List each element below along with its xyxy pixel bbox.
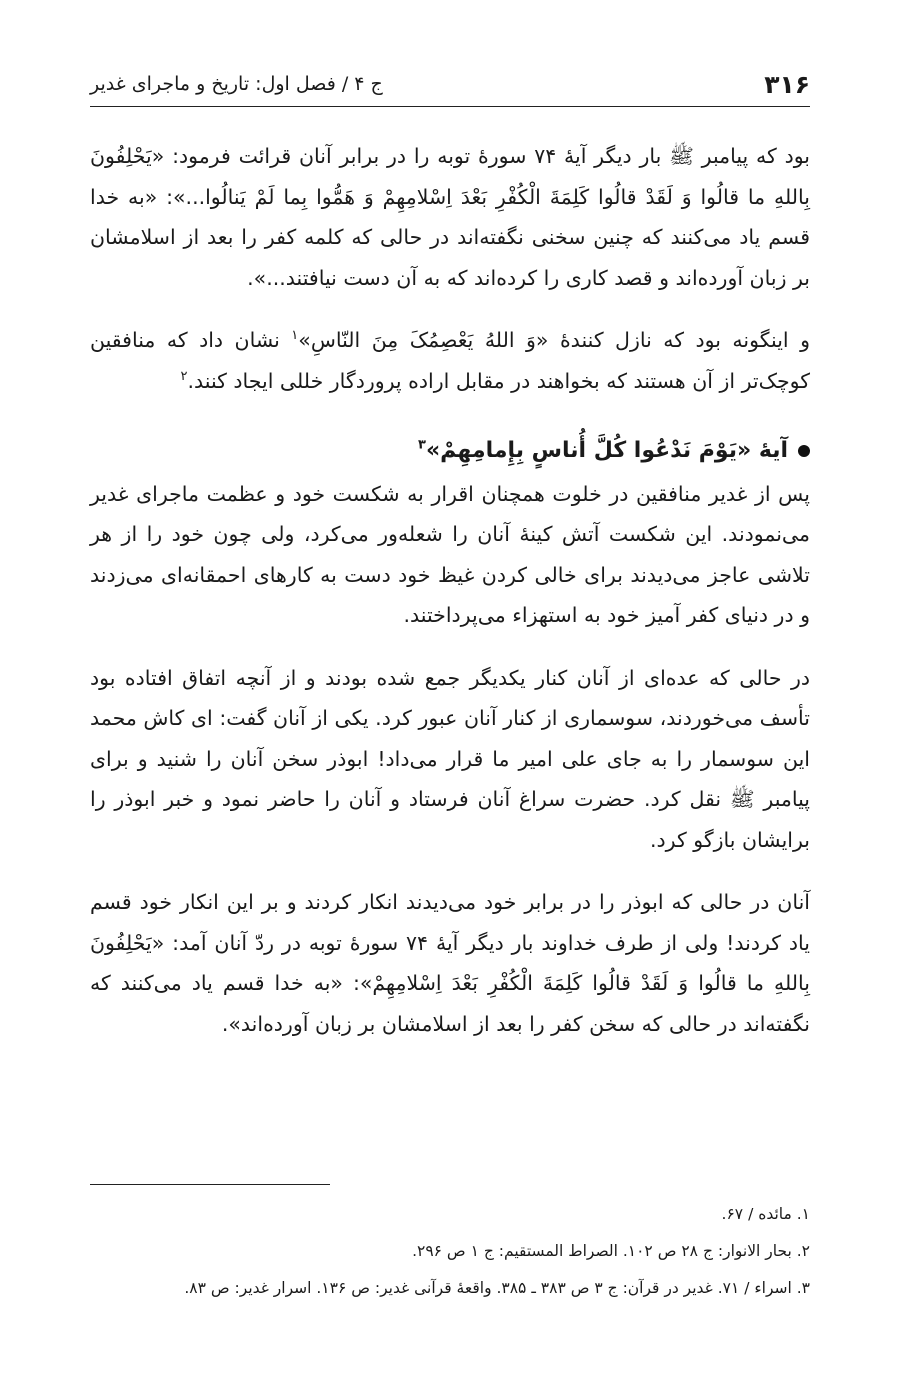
paragraph-5: آنان در حالی که ابوذر را در برابر خود می‌دیدند انکار کردند و بر این انکار خود قسم یاد کردند! ولی از طرف خداوند بار دیگر آیهٔ ۷۴ سورهٔ توبه در ردّ آنان آمد: «یَحْلِفُونَ بِاللهِ ما قالُوا وَ لَقَدْ قالُوا کَلِمَةَ الْکُفْرِ بَعْدَ اِسْلامِهِمْ»: «به خدا قسم یاد می‌کنند که نگفته‌اند در حالی که سخن کفر را بعد از اسلامشان بر زبان آورده‌اند». bbox=[90, 890, 810, 1036]
section-heading-text: آیهٔ «یَوْمَ نَدْعُوا کُلَّ أُناسٍ بِإِمامِهِمْ» bbox=[425, 438, 788, 463]
footnote-2: ۲. بحار الانوار: ج ۲۸ ص ۱۰۲. الصراط المستقیم: ج ۱ ص ۲۹۶. bbox=[412, 1242, 810, 1260]
paragraph-3: پس از غدیر منافقین در خلوت همچنان اقرار به شکست خود و عظمت ماجرای غدیر می‌نمودند. این شکست آتش کینهٔ آنان را شعله‌ور می‌کرد، ولی چون خود را از هر تلاشی عاجز می‌دیدند برای خالی کردن غیظ خود دست به کارهای احمقانه‌ای می‌زدند و در دنیای کفر آمیز خود به استهزاء می‌پرداختند. bbox=[90, 481, 810, 627]
footnote-ref-1[interactable]: ۱ bbox=[291, 328, 299, 344]
section-heading bbox=[90, 431, 810, 472]
paragraph-2-part-b: نشان داد که منافقین کوچک‌تر از آن هستند که بخواهند در مقابل اراده پروردگار خللی ایجاد کنند. bbox=[90, 328, 810, 393]
paragraph-2 bbox=[90, 320, 810, 401]
footnote-ref-3[interactable]: ۳ bbox=[418, 437, 426, 453]
book-page bbox=[90, 0, 810, 1390]
paragraph-2-part-a: و اینگونه بود که نازل کنندهٔ «وَ اللهُ یَعْصِمُکَ مِنَ النّاسِ» bbox=[298, 328, 810, 352]
footnotes bbox=[90, 1196, 810, 1307]
paragraph-1: بود که پیامبر ﷺ بار دیگر آیهٔ ۷۴ سورهٔ توبه را در برابر آنان قرائت فرمود: «یَحْلِفُونَ بِاللهِ ما قالُوا وَ لَقَدْ قالُوا کَلِمَةَ الْکُفْرِ بَعْدَ اِسْلامِهِمْ وَ هَمُّوا بِما لَمْ یَنالُوا...»: «به خدا قسم یاد می‌کنند که چنین سخنی نگفته‌اند در حالی که کلمه کفر را بعد از اسلامشان بر زبان آورده‌اند و قصد کاری را کرده‌اند که به آن دست نیافتند...». bbox=[90, 144, 810, 290]
footnote-divider bbox=[90, 1184, 330, 1185]
footnote-1: ۱. مائده / ۶۷. bbox=[721, 1205, 810, 1223]
footnote-ref-2[interactable]: ۲ bbox=[180, 368, 188, 384]
body-text bbox=[90, 136, 810, 1066]
paragraph-4: در حالی که عده‌ای از آنان کنار یکدیگر جمع شده بودند و از آنچه اتفاق افتاده بود تأسف می‌خوردند، سوسماری از کنار آنان عبور کرد. یکی از آنان گفت: ای کاش محمد این سوسمار را به جای علی امیر ما قرار می‌داد! ابوذر سخن آنان را شنید و برای پیامبر ﷺ نقل کرد. حضرت سراغ آنان فرستاد و آنان را حاضر نمود و خبر ابوذر را برایشان بازگو کرد. bbox=[90, 665, 810, 852]
bullet-icon bbox=[798, 445, 810, 457]
running-title: ج ۴ / فصل اول: تاریخ و ماجرای غدیر bbox=[90, 73, 383, 95]
page-number: ۳۱۶ bbox=[764, 69, 810, 99]
footnote-3: ۳. اسراء / ۷۱. غدیر در قرآن: ج ۳ ص ۳۸۳ ـ ۳۸۵. واقعهٔ قرآنی غدیر: ص ۱۳۶. اسرار غدیر: ص ۸۳. bbox=[184, 1279, 810, 1297]
page-header bbox=[90, 62, 810, 107]
